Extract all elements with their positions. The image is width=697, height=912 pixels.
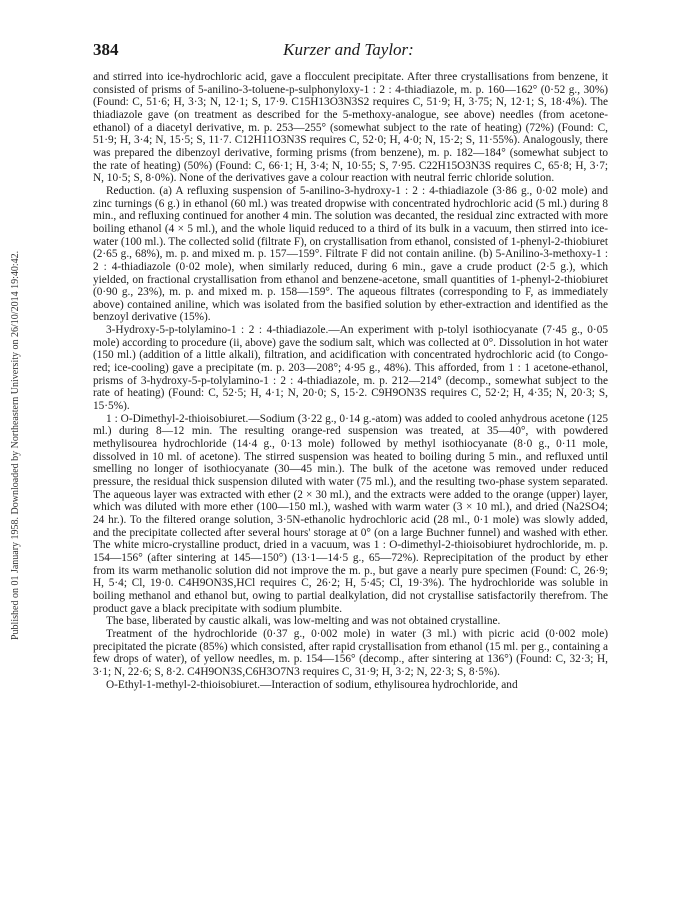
- paragraph-base: The base, liberated by caustic alkali, was low-melting and was not obtained crystalline.: [106, 615, 501, 628]
- paragraph-tolylamino-thiadiazole: 3-Hydroxy-5-p-tolylamino-1 : 2 : 4-thiadiazole.—An experiment with p-tolyl isothiocyanate (7·45 g., 0·05 mole) according to procedure (ii, above) gave the sodium salt, which was collected at 0°. Dissolution in hot water (150 ml.) (addition of a little alkali), filtration, and acidification with concentrated hydrochloric acid (to Congo-red; ice-cooling) gave a precipitate (m. p. 203—208°; 4·95 g., 48%). This afforded, from 1 : 1 acetone-ethanol, prisms of 3-hydroxy-5-p-tolylamino-1 : 2 : 4-thiadiazole, m. p. 212—214° (decomp., somewhat subject to the rate of heating) (Found: C, 52·5; H, 4·1; N, 20·0; S, 15·2. C9H9ON3S requires C, 52·2; H, 4·35; N, 20·3; S, 15·5%).: [93, 324, 608, 413]
- page-header: [93, 40, 604, 62]
- paragraph-dimethyl-thioisobiuret: 1 : O-Dimethyl-2-thioisobiuret.—Sodium (3·22 g., 0·14 g.-atom) was added to cooled anhydrous acetone (125 ml.) during 8—12 min. The resulting orange-red suspension was treated, at 35—40°, with powdered methylisourea hydrochloride (14·4 g., 0·13 mole) followed by methyl isothiocyanate (8·0 g., 0·11 mole, dissolved in 10 ml. of acetone). The stirred suspension was heated to boiling during 5 min., and refluxed until smelling no longer of isothiocyanate (30—45 min.). The bulk of the acetone was removed under reduced pressure, the residual thick suspension diluted with water (75 ml.), and the resulting two-phase system separated. The aqueous layer was extracted with ether (2 × 30 ml.), and the extracts were added to the orange (upper) layer, which was diluted with more ether (100—150 ml.), washed with warm water (3 × 10 ml.), and dried (Na2SO4; 24 hr.). To the filtered orange solution, 3·5N-ethanolic hydrochloric acid (28 ml., 0·1 mole) was slowly added, and the precipitate collected after several hours' storage at 0° (on a large Buchner funnel) and washed with ether. The white micro-crystalline product, dried in a vacuum, was 1 : O-dimethyl-2-thioisobiuret hydrochloride, m. p. 154—156° (after sintering at 145—150°) (13·1—14·5 g., 65—72%). Reprecipitation of the product by ether from its warm methanolic solution did not improve the m. p., but gave a nearly pure specimen (Found: C, 26·9; H, 5·4; Cl, 19·0. C4H9ON3S,HCl requires C, 26·2; H, 5·45; Cl, 19·3%). The hydrochloride was soluble in boiling methanol and ethanol but, owing to partial dealkylation, did not crystallise satisfactorily therefrom. The product gave a black precipitate with sodium plumbite.: [93, 412, 608, 615]
- paragraph-picrate: Treatment of the hydrochloride (0·37 g., 0·002 mole) in water (3 ml.) with picric acid (0·002 mole) precipitated the picrate (85%) which consisted, after rapid crystallisation from ethanol (15 ml. per g., containing a few drops of water), of yellow needles, m. p. 154—156° (decomp., after sintering at 136°) (Found: C, 32·3; H, 3·1; N, 22·6; S, 8·2. C4H9ON3S,C6H3O7N3 requires C, 31·9; H, 3·2; N, 22·3; S, 8·5%).: [93, 627, 608, 678]
- running-head: Kurzer and Taylor:: [283, 40, 414, 59]
- download-watermark-text: Published on 01 January 1958. Downloaded by Northeastern University on 26/10/2014 19:40:42.: [10, 250, 21, 640]
- article-body: [93, 71, 608, 691]
- download-watermark: [10, 120, 22, 640]
- paragraph-reduction: Reduction. (a) A refluxing suspension of 5-anilino-3-hydroxy-1 : 2 : 4-thiadiazole (3·86 g., 0·02 mole) and zinc turnings (6 g.) in ethanol (60 ml.) was treated dropwise with concentrated hydrochloric acid (5 ml.) during 8 min., and refluxing continued for another 4 min. The solution was decanted, the residual zinc extracted with more boiling ethanol (4 × 5 ml.), and the whole liquid reduced to a third of its bulk in a vacuum, then stirred into ice-water (100 ml.). The collected solid (filtrate F), on crystallisation from ethanol, consisted of 1-phenyl-2-thiobiuret (2·65 g., 68%), m. p. and mixed m. p. 157—159°. Filtrate F did not contain aniline. (b) 5-Anilino-3-methoxy-1 : 2 : 4-thiadiazole (0·02 mole), when similarly reduced, during 6 min., gave a crude product (2·5 g.), which yielded, on fractional crystallisation from ethanol and benzene-acetone, small quantities of 1-phenyl-2-thiobiuret (0·90 g., 23%), m. p. and mixed m. p. 158—159°. The aqueous filtrates (corresponding to F, as immediately above) contained aniline, which was isolated from the basified solution by ether-extraction and identified as the benzoyl derivative (15%).: [93, 184, 608, 324]
- paragraph-ethyl-methyl-thioisobiuret: O-Ethyl-1-methyl-2-thioisobiuret.—Interaction of sodium, ethylisourea hydrochloride, and: [106, 678, 518, 691]
- page-number: 384: [93, 40, 119, 59]
- paragraph-diacetyl-derivative: and stirred into ice-hydrochloric acid, gave a flocculent precipitate. After three crystallisations from benzene, it consisted of prisms of 5-anilino-3-toluene-p-sulphonyloxy-1 : 2 : 4-thiadiazole, m. p. 160—162° (0·52 g., 30%) (Found: C, 51·6; H, 3·3; N, 12·1; S, 17·9. C15H13O3N3S2 requires C, 51·9; H, 3·75; N, 12·1; S, 18·4%). The thiadiazole gave (on treatment as described for the 5-methoxy-analogue, see above) needles (from acetone-ethanol) of a diacetyl derivative, m. p. 253—255° (somewhat subject to the rate of heating) (72%) (Found: C, 51·9; H, 3·4; N, 15·5; S, 11·7. C12H11O3N3S requires C, 52·0; H, 4·0; N, 15·2; S, 11·55%). Analogously, there was prepared the dibenzoyl derivative, forming prisms (from benzene), m. p. 182—184° (somewhat subject to the rate of heating) (50%) (Found: C, 66·1; H, 3·4; N, 10·55; S, 7·95. C22H15O3N3S requires C, 65·8; H, 3·7; N, 10·5; S, 8·0%). None of the derivatives gave a colour reaction with neutral ferric chloride solution.: [93, 71, 608, 185]
